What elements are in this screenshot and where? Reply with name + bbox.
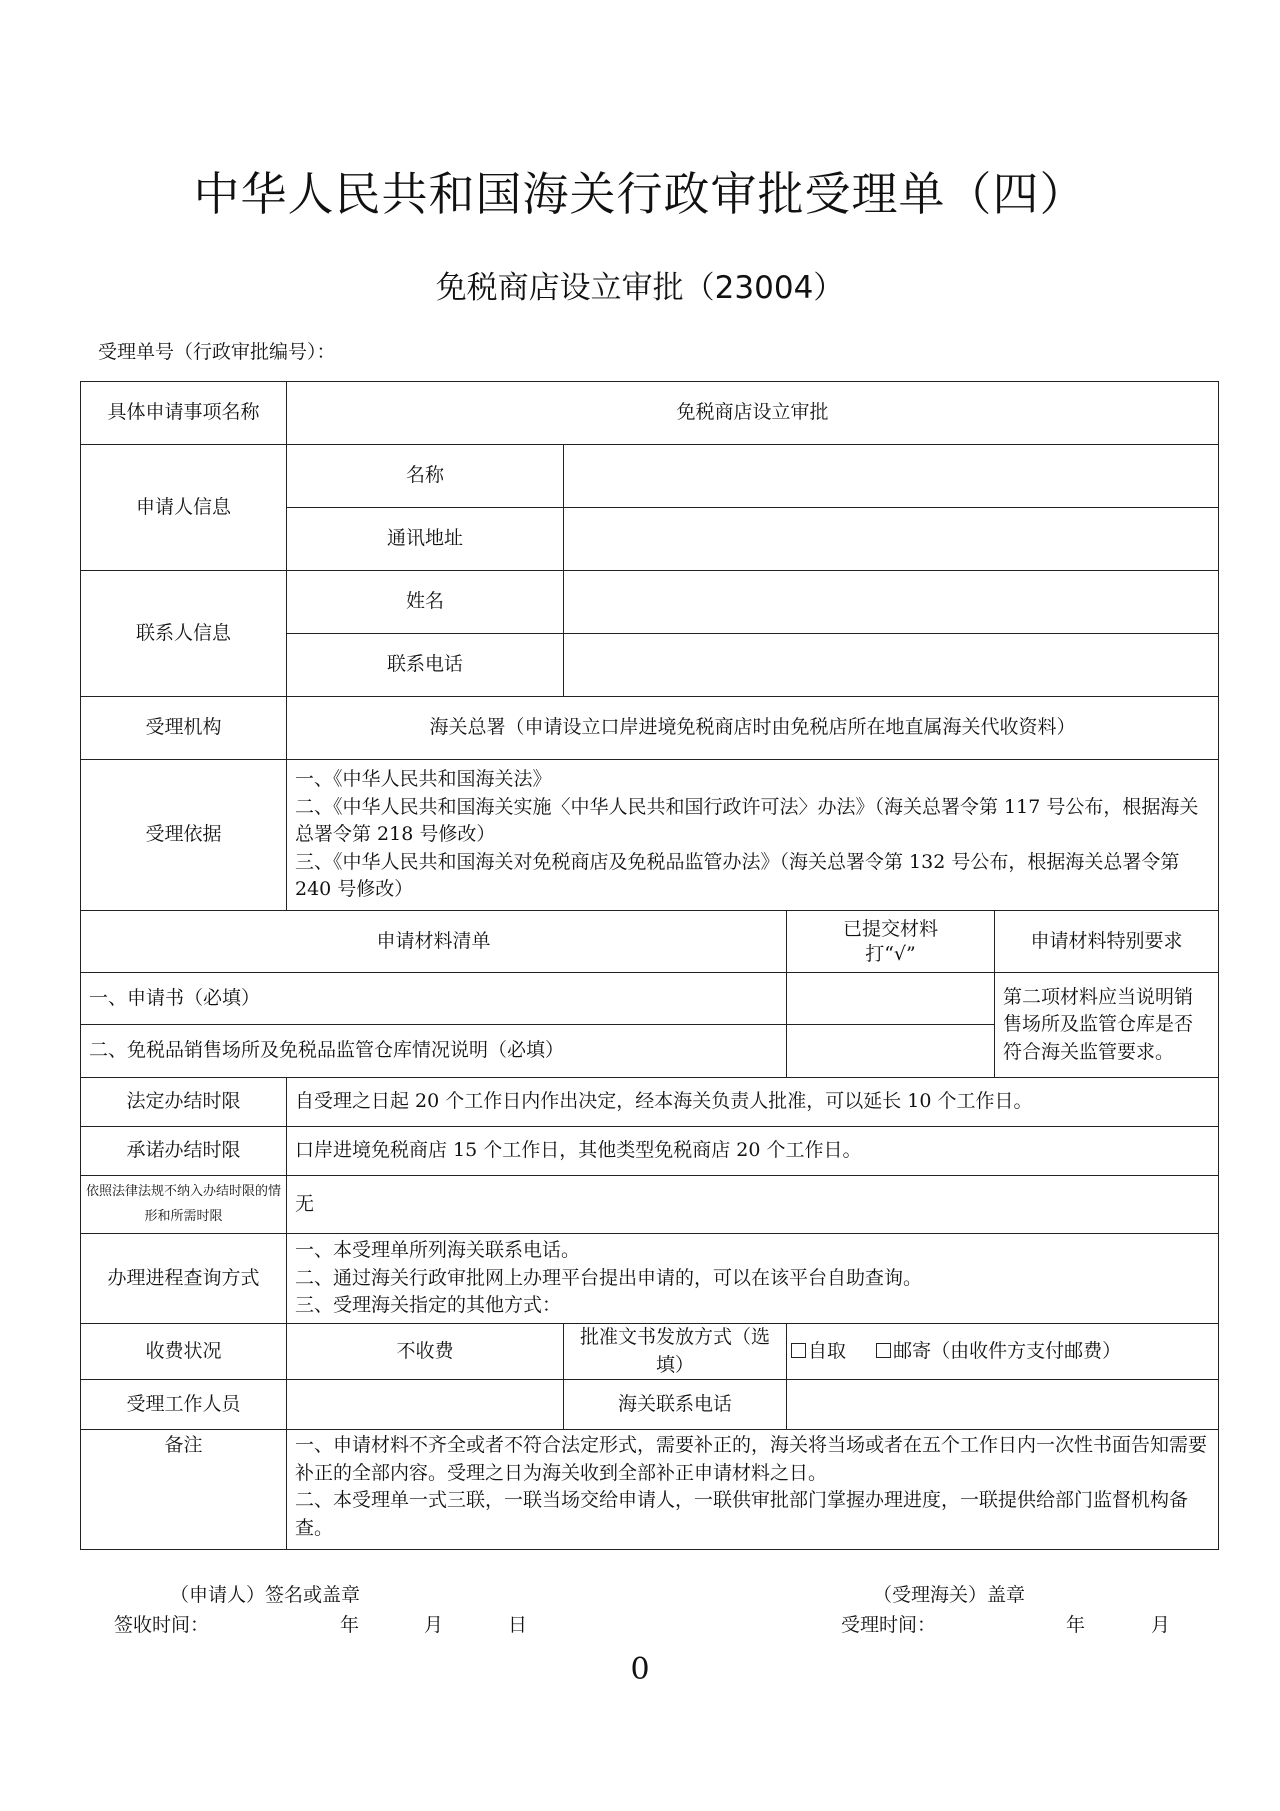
accept-time-label: 受理时间： <box>841 1614 937 1636</box>
promised-limit-value: 口岸进境免税商店 15 个工作日，其他类型免税商店 20 个工作日。 <box>287 1127 1219 1176</box>
applicant-name-label: 名称 <box>287 445 564 508</box>
row-fee <box>81 1324 1219 1380</box>
row-basis <box>81 760 1219 911</box>
row-remarks <box>81 1430 1219 1550</box>
item-name-value: 免税商店设立审批 <box>287 382 1219 445</box>
contact-phone-label: 联系电话 <box>287 634 564 697</box>
delivery-mail-label: 邮寄（由收件方支付邮费） <box>893 1339 1122 1362</box>
special-requirements-value: 第二项材料应当说明销售场所及监管仓库是否符合海关监管要求。 <box>995 973 1219 1078</box>
material-2-checkbox-cell[interactable] <box>787 1025 995 1078</box>
customs-phone-field[interactable] <box>787 1380 1219 1430</box>
application-form-table <box>80 381 1219 1550</box>
progress-line-2: 二、通过海关行政审批网上办理平台提出申请的，可以在该平台自助查询。 <box>295 1266 923 1289</box>
document-subtitle: 免税商店设立审批（23004） <box>435 270 845 306</box>
customs-phone-label: 海关联系电话 <box>564 1380 787 1430</box>
contact-phone-field[interactable] <box>564 634 1219 697</box>
row-excluded-time <box>81 1176 1219 1234</box>
legal-limit-value: 自受理之日起 20 个工作日内作出决定，经本海关负责人批准，可以延长 10 个工作日。 <box>287 1078 1219 1127</box>
applicant-info-label: 申请人信息 <box>81 445 287 571</box>
row-materials-header <box>81 911 1219 973</box>
legal-limit-label: 法定办结时限 <box>81 1078 287 1127</box>
row-legal-limit <box>81 1078 1219 1127</box>
submitted-header-line-1: 已提交材料 <box>842 917 938 940</box>
serial-number-label: 受理单号（行政审批编号）： <box>98 341 336 363</box>
contact-name-field[interactable] <box>564 571 1219 634</box>
remarks-label: 备注 <box>81 1430 287 1550</box>
remarks-line-1: 一、申请材料不齐全或者不符合法定形式，需要补正的，海关将当场或者在五个工作日内一次性书面告知需要补正的全部内容。受理之日为海关收到全部补正申请材料之日。 <box>295 1434 1208 1484</box>
excluded-time-label: 依照法律法规不纳入办结时限的情形和所需时限 <box>81 1176 287 1234</box>
receive-time-label: 签收时间： <box>114 1614 210 1636</box>
staff-label: 受理工作人员 <box>81 1380 287 1430</box>
material-2-label: 二、免税品销售场所及免税品监管仓库情况说明（必填） <box>81 1025 787 1078</box>
contact-info-label: 联系人信息 <box>81 571 287 697</box>
applicant-address-field[interactable] <box>564 508 1219 571</box>
customs-stamp-label: （受理海关）盖章 <box>873 1584 1026 1606</box>
document-title: 中华人民共和国海关行政审批受理单（四） <box>193 167 1087 221</box>
staff-field[interactable] <box>287 1380 564 1430</box>
receive-day-label: 日 <box>508 1614 528 1636</box>
remarks-line-2: 二、本受理单一式三联，一联当场交给申请人，一联供审批部门掌握办理进度，一联提供给部门监督机构备查。 <box>295 1489 1189 1539</box>
receive-year-label: 年 <box>340 1614 360 1636</box>
row-progress <box>81 1234 1219 1324</box>
item-name-label: 具体申请事项名称 <box>81 382 287 445</box>
agency-value: 海关总署（申请设立口岸进境免税商店时由免税店所在地直属海关代收资料） <box>287 697 1219 760</box>
applicant-name-field[interactable] <box>564 445 1219 508</box>
applicant-address-label: 通讯地址 <box>287 508 564 571</box>
delivery-self-pickup-checkbox[interactable] <box>791 1343 806 1358</box>
progress-line-1: 一、本受理单所列海关联系电话。 <box>295 1239 581 1262</box>
basis-line-3: 三、《中华人民共和国海关对免税商店及免税品监管办法》（海关总署令第 132 号公布，根据海关总署令第 240 号修改） <box>295 850 1180 901</box>
basis-label: 受理依据 <box>81 760 287 911</box>
material-1-label: 一、申请书（必填） <box>81 973 787 1025</box>
excluded-time-value: 无 <box>287 1176 1219 1234</box>
row-material-1 <box>81 973 1219 1025</box>
fee-value: 不收费 <box>287 1324 564 1380</box>
progress-label: 办理进程查询方式 <box>81 1234 287 1324</box>
applicant-signature-label: （申请人）签名或盖章 <box>170 1584 361 1606</box>
receive-month-label: 月 <box>424 1614 444 1636</box>
row-contact-name <box>81 571 1219 634</box>
fee-label: 收费状况 <box>81 1324 287 1380</box>
row-agency <box>81 697 1219 760</box>
row-promised-limit <box>81 1127 1219 1176</box>
progress-line-3: 三、受理海关指定的其他方式： <box>295 1294 562 1317</box>
page-number: 0 <box>630 1652 650 1687</box>
row-item-name <box>81 382 1219 445</box>
basis-line-2: 二、《中华人民共和国海关实施〈中华人民共和国行政许可法〉办法》（海关总署令第 117 号公布，根据海关总署令第 218 号修改） <box>295 795 1199 846</box>
row-staff <box>81 1380 1219 1430</box>
contact-name-label: 姓名 <box>287 571 564 634</box>
materials-header: 申请材料清单 <box>81 911 787 973</box>
delivery-label: 批准文书发放方式（选填） <box>564 1324 787 1380</box>
delivery-self-pickup-label: 自取 <box>808 1339 847 1362</box>
row-applicant-name <box>81 445 1219 508</box>
accept-month-label: 月 <box>1151 1614 1171 1636</box>
agency-label: 受理机构 <box>81 697 287 760</box>
submitted-header-line-2: 打“√” <box>865 942 916 965</box>
special-requirements-header: 申请材料特别要求 <box>995 911 1219 973</box>
material-1-checkbox-cell[interactable] <box>787 973 995 1025</box>
basis-line-1: 一、《中华人民共和国海关法》 <box>295 768 552 791</box>
delivery-mail-checkbox[interactable] <box>876 1343 891 1358</box>
promised-limit-label: 承诺办结时限 <box>81 1127 287 1176</box>
accept-year-label: 年 <box>1066 1614 1086 1636</box>
